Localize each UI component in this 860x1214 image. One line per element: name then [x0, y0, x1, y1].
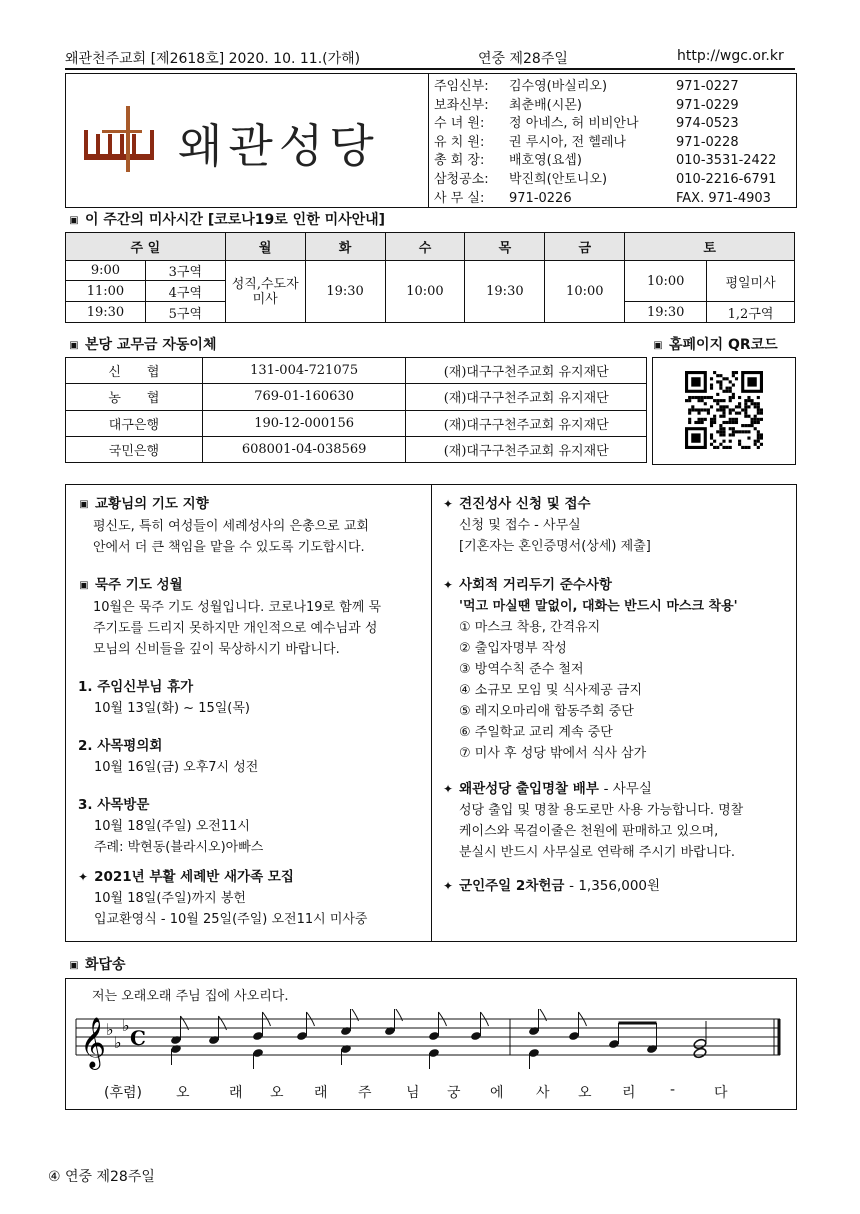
sun-time: 19:30 [66, 302, 146, 323]
bank-row [66, 358, 647, 384]
lyric-syllable: 오 [578, 1085, 592, 1101]
staff-phone: 971-0228 [676, 134, 739, 150]
square-bullet-icon: ▣ [69, 215, 79, 226]
staff-role: 수 녀 원: [434, 116, 485, 132]
confirmation-title: ✦ 견진성사 신청 및 접수 [443, 496, 591, 512]
bank-name: 국민은행 [66, 436, 203, 462]
mass-table [65, 232, 795, 323]
psalm-box [65, 978, 797, 1110]
day-header-fri: 금 [545, 233, 625, 261]
staff-name: 최춘배(시몬) [509, 97, 582, 113]
day-header-tue: 화 [305, 233, 385, 261]
psalm-section-title: ▣ 화답송 [69, 957, 126, 973]
lyric-syllable: 래 [314, 1085, 328, 1101]
staff-name: 배호영(요셉) [509, 153, 582, 169]
account-number: 190-12-000156 [202, 410, 406, 436]
distancing-item: ⑤ 레지오마리애 합동주회 중단 [459, 704, 634, 719]
star-bullet-icon: ✦ [78, 870, 89, 884]
confirmation-line: 신청 및 접수 - 사무실 [459, 518, 581, 533]
svg-text:♭: ♭ [122, 1016, 130, 1035]
mass-section-title: ▣ 이 주간의 미사시간 [코로나19로 인한 미사안내] [69, 212, 386, 228]
sun-zone: 5구역 [145, 302, 225, 323]
easter-line: 10월 18일(주일)까지 봉헌 [94, 891, 246, 906]
bank-row [66, 384, 647, 410]
staff-role: 주임신부: [434, 79, 489, 94]
star-bullet-icon: ✦ [443, 782, 454, 796]
account-number: 769-01-160630 [202, 384, 406, 410]
sat-time: 10:00 [625, 261, 707, 302]
staff-name: 권 루시아, 전 헬레나 [509, 134, 626, 150]
rosary-line: 주기도를 드리지 못하지만 개인적으로 예수님과 성 [93, 621, 378, 636]
qr-code-icon[interactable] [685, 371, 763, 449]
distancing-item: ④ 소규모 모임 및 식사제공 금지 [459, 683, 643, 698]
parish-name: 왜관성당 [178, 119, 380, 173]
distancing-item: ① 마스크 착용, 간격유지 [459, 620, 601, 635]
staff-directory [434, 78, 794, 208]
staff-phone: 010-3531-2422 [676, 153, 777, 169]
account-holder: (재)대구구천주교회 유지재단 [406, 410, 647, 436]
visit-line: 주례: 박현동(블라시오)아빠스 [94, 840, 264, 855]
star-bullet-icon: ✦ [443, 578, 454, 592]
lyric-syllable: 오 [270, 1085, 284, 1101]
sat-time: 19:30 [625, 302, 707, 323]
news-left-column [78, 493, 426, 930]
council-date: 10월 16일(금) 오후7시 성전 [94, 760, 259, 775]
badge-title: ✦ 왜관성당 출입명찰 배부 - 사무실 [443, 781, 652, 797]
easter-title: ✦ 2021년 부활 세례반 새가족 모집 [78, 869, 294, 885]
square-bullet-icon: ▣ [69, 960, 79, 971]
pope-line: 평신도, 특히 여성들이 세례성사의 은총으로 교회 [93, 519, 369, 534]
badge-line: 케이스와 목걸이줄은 천원에 판매하고 있으며, [459, 824, 719, 839]
staff-row [434, 97, 794, 116]
staff-row [434, 115, 794, 134]
military-title: ✦ 군인주일 2차헌금 - 1,356,000원 [443, 878, 661, 894]
thu-mass: 19:30 [465, 261, 545, 323]
distancing-title: ✦ 사회적 거리두기 준수사항 [443, 577, 612, 593]
wed-mass: 10:00 [385, 261, 465, 323]
refrain-label: (후렴) [104, 1085, 142, 1101]
distancing-item: ⑦ 미사 후 성당 밖에서 식사 삼가 [459, 746, 647, 761]
staff-phone: 974-0523 [676, 116, 739, 132]
sat-zone: 1,2구역 [707, 302, 795, 323]
square-bullet-icon: ▣ [653, 340, 663, 351]
parish-logo-icon [82, 104, 162, 174]
sun-zone: 3구역 [145, 261, 225, 281]
news-right-column [443, 493, 788, 897]
sat-zone: 평일미사 [707, 261, 795, 302]
bank-section-title: ▣ 본당 교무금 자동이체 [69, 337, 217, 353]
qr-section-title: ▣ 홈페이지 QR코드 [653, 337, 778, 353]
star-bullet-icon: ✦ [443, 879, 454, 893]
day-header-sat: 토 [625, 233, 795, 261]
mon-mass: 성직,수도자 미사 [225, 261, 305, 323]
sun-zone: 4구역 [145, 281, 225, 302]
bank-name: 대구은행 [66, 410, 203, 436]
news-box [65, 484, 797, 942]
qr-box [652, 357, 796, 465]
bank-name: 농 협 [66, 384, 203, 410]
visit-title: 3. 사목방문 [78, 797, 150, 813]
lyric-syllable: 래 [229, 1085, 243, 1101]
pope-line: 안에서 더 큰 책임을 맡을 수 있도록 기도합시다. [93, 540, 365, 555]
lyric-syllable: 오 [176, 1085, 190, 1101]
distancing-slogan: '먹고 마실땐 말없이, 대화는 반드시 마스크 착용' [459, 599, 738, 614]
lyric-syllable: - [670, 1082, 676, 1098]
lyric-syllable: 님 [406, 1085, 420, 1101]
staff-phone: 971-0229 [676, 97, 739, 113]
psalm-verse: 저는 오래오래 주님 집에 사오리다. [92, 989, 289, 1004]
svg-text:♭: ♭ [114, 1033, 122, 1052]
page-footer: ④ 연중 제28주일 [48, 1169, 155, 1185]
fri-mass: 10:00 [545, 261, 625, 323]
staff-phone: 971-0227 [676, 79, 739, 94]
staff-role: 유 치 원: [434, 134, 485, 150]
lyric-syllable: 리 [622, 1085, 636, 1101]
day-header-thu: 목 [465, 233, 545, 261]
parish-issue: 왜관천주교회 [제2618호] 2020. 10. 11.(가해) [65, 51, 361, 67]
distancing-list [443, 617, 788, 764]
account-number: 131-004-721075 [202, 358, 406, 384]
logo-area [66, 74, 429, 207]
svg-text:C: C [130, 1026, 146, 1050]
pope-intention-title: ▣ 교황님의 기도 지향 [78, 493, 426, 516]
staff-name: 971-0226 [509, 190, 572, 206]
bank-row [66, 436, 647, 462]
staff-row [434, 190, 794, 209]
staff-name: 김수영(바실리오) [509, 79, 608, 94]
staff-row [434, 171, 794, 190]
bank-table [65, 357, 647, 463]
staff-role: 삼청공소: [434, 171, 489, 187]
account-holder: (재)대구구천주교회 유지재단 [406, 436, 647, 462]
staff-row [434, 78, 794, 97]
vacation-title: 1. 주임신부님 휴가 [78, 679, 194, 695]
staff-row [434, 152, 794, 171]
lyric-syllable: 사 [536, 1085, 550, 1101]
square-bullet-icon: ▣ [79, 580, 89, 591]
column-divider [431, 485, 432, 941]
rosary-title: ▣ 묵주 기도 성월 [78, 574, 426, 597]
lyric-syllable: 다 [714, 1085, 728, 1101]
site-url[interactable]: http://wgc.or.kr [677, 48, 784, 64]
easter-line: 입교환영식 - 10월 25일(주일) 오전11시 미사중 [94, 912, 368, 927]
staff-phone: 010-2216-6791 [676, 171, 777, 187]
svg-text:♭: ♭ [106, 1020, 114, 1039]
account-holder: (재)대구구천주교회 유지재단 [406, 384, 647, 410]
staff-role: 총 회 장: [434, 153, 485, 169]
day-header-sun: 주 일 [66, 233, 226, 261]
distancing-item: ③ 방역수칙 준수 철저 [459, 662, 584, 677]
star-bullet-icon: ✦ [443, 497, 454, 511]
svg-text:𝄞: 𝄞 [80, 1017, 107, 1068]
rosary-line: 10월은 묵주 기도 성월입니다. 코로나19로 함께 묵 [93, 600, 382, 615]
account-number: 608001-04-038569 [202, 436, 406, 462]
square-bullet-icon: ▣ [69, 340, 79, 351]
info-box [65, 73, 797, 208]
header-divider [65, 68, 795, 70]
tue-mass: 19:30 [305, 261, 385, 323]
vacation-date: 10월 13일(화) ~ 15일(목) [94, 701, 250, 716]
confirmation-line: [기혼자는 혼인증명서(상세) 제출] [459, 539, 651, 554]
staff-row [434, 134, 794, 153]
lyric-syllable: 에 [490, 1085, 504, 1101]
lyric-syllable: 주 [358, 1085, 372, 1101]
day-header-mon: 월 [225, 233, 305, 261]
lyric-syllable: 궁 [447, 1085, 461, 1101]
council-title: 2. 사목평의회 [78, 738, 163, 754]
badge-line: 성당 출입 및 명찰 용도로만 사용 가능합니다. 명찰 [459, 803, 744, 818]
sun-time: 9:00 [66, 261, 146, 281]
bank-name: 신 협 [66, 358, 203, 384]
rosary-line: 모님의 신비들을 깊이 묵상하시기 바랍니다. [93, 642, 340, 657]
bank-row [66, 410, 647, 436]
staff-role: 보좌신부: [434, 97, 489, 113]
distancing-item: ⑥ 주일학교 교리 계속 중단 [459, 725, 613, 740]
day-header-wed: 수 [385, 233, 465, 261]
badge-line: 분실시 반드시 사무실로 연락해 주시기 바랍니다. [459, 845, 735, 860]
distancing-item: ② 출입자명부 작성 [459, 641, 567, 656]
account-holder: (재)대구구천주교회 유지재단 [406, 358, 647, 384]
sun-time: 11:00 [66, 281, 146, 302]
visit-line: 10월 18일(주일) 오전11시 [94, 819, 250, 834]
staff-name: 정 아네스, 허 비비안나 [509, 116, 639, 132]
staff-role: 사 무 실: [434, 190, 485, 206]
staff-name: 박진희(안토니오) [509, 171, 608, 187]
music-staff [74, 1009, 784, 1079]
week-label: 연중 제28주일 [478, 51, 568, 67]
staff-phone: FAX. 971-4903 [676, 190, 771, 206]
square-bullet-icon: ▣ [79, 499, 89, 510]
